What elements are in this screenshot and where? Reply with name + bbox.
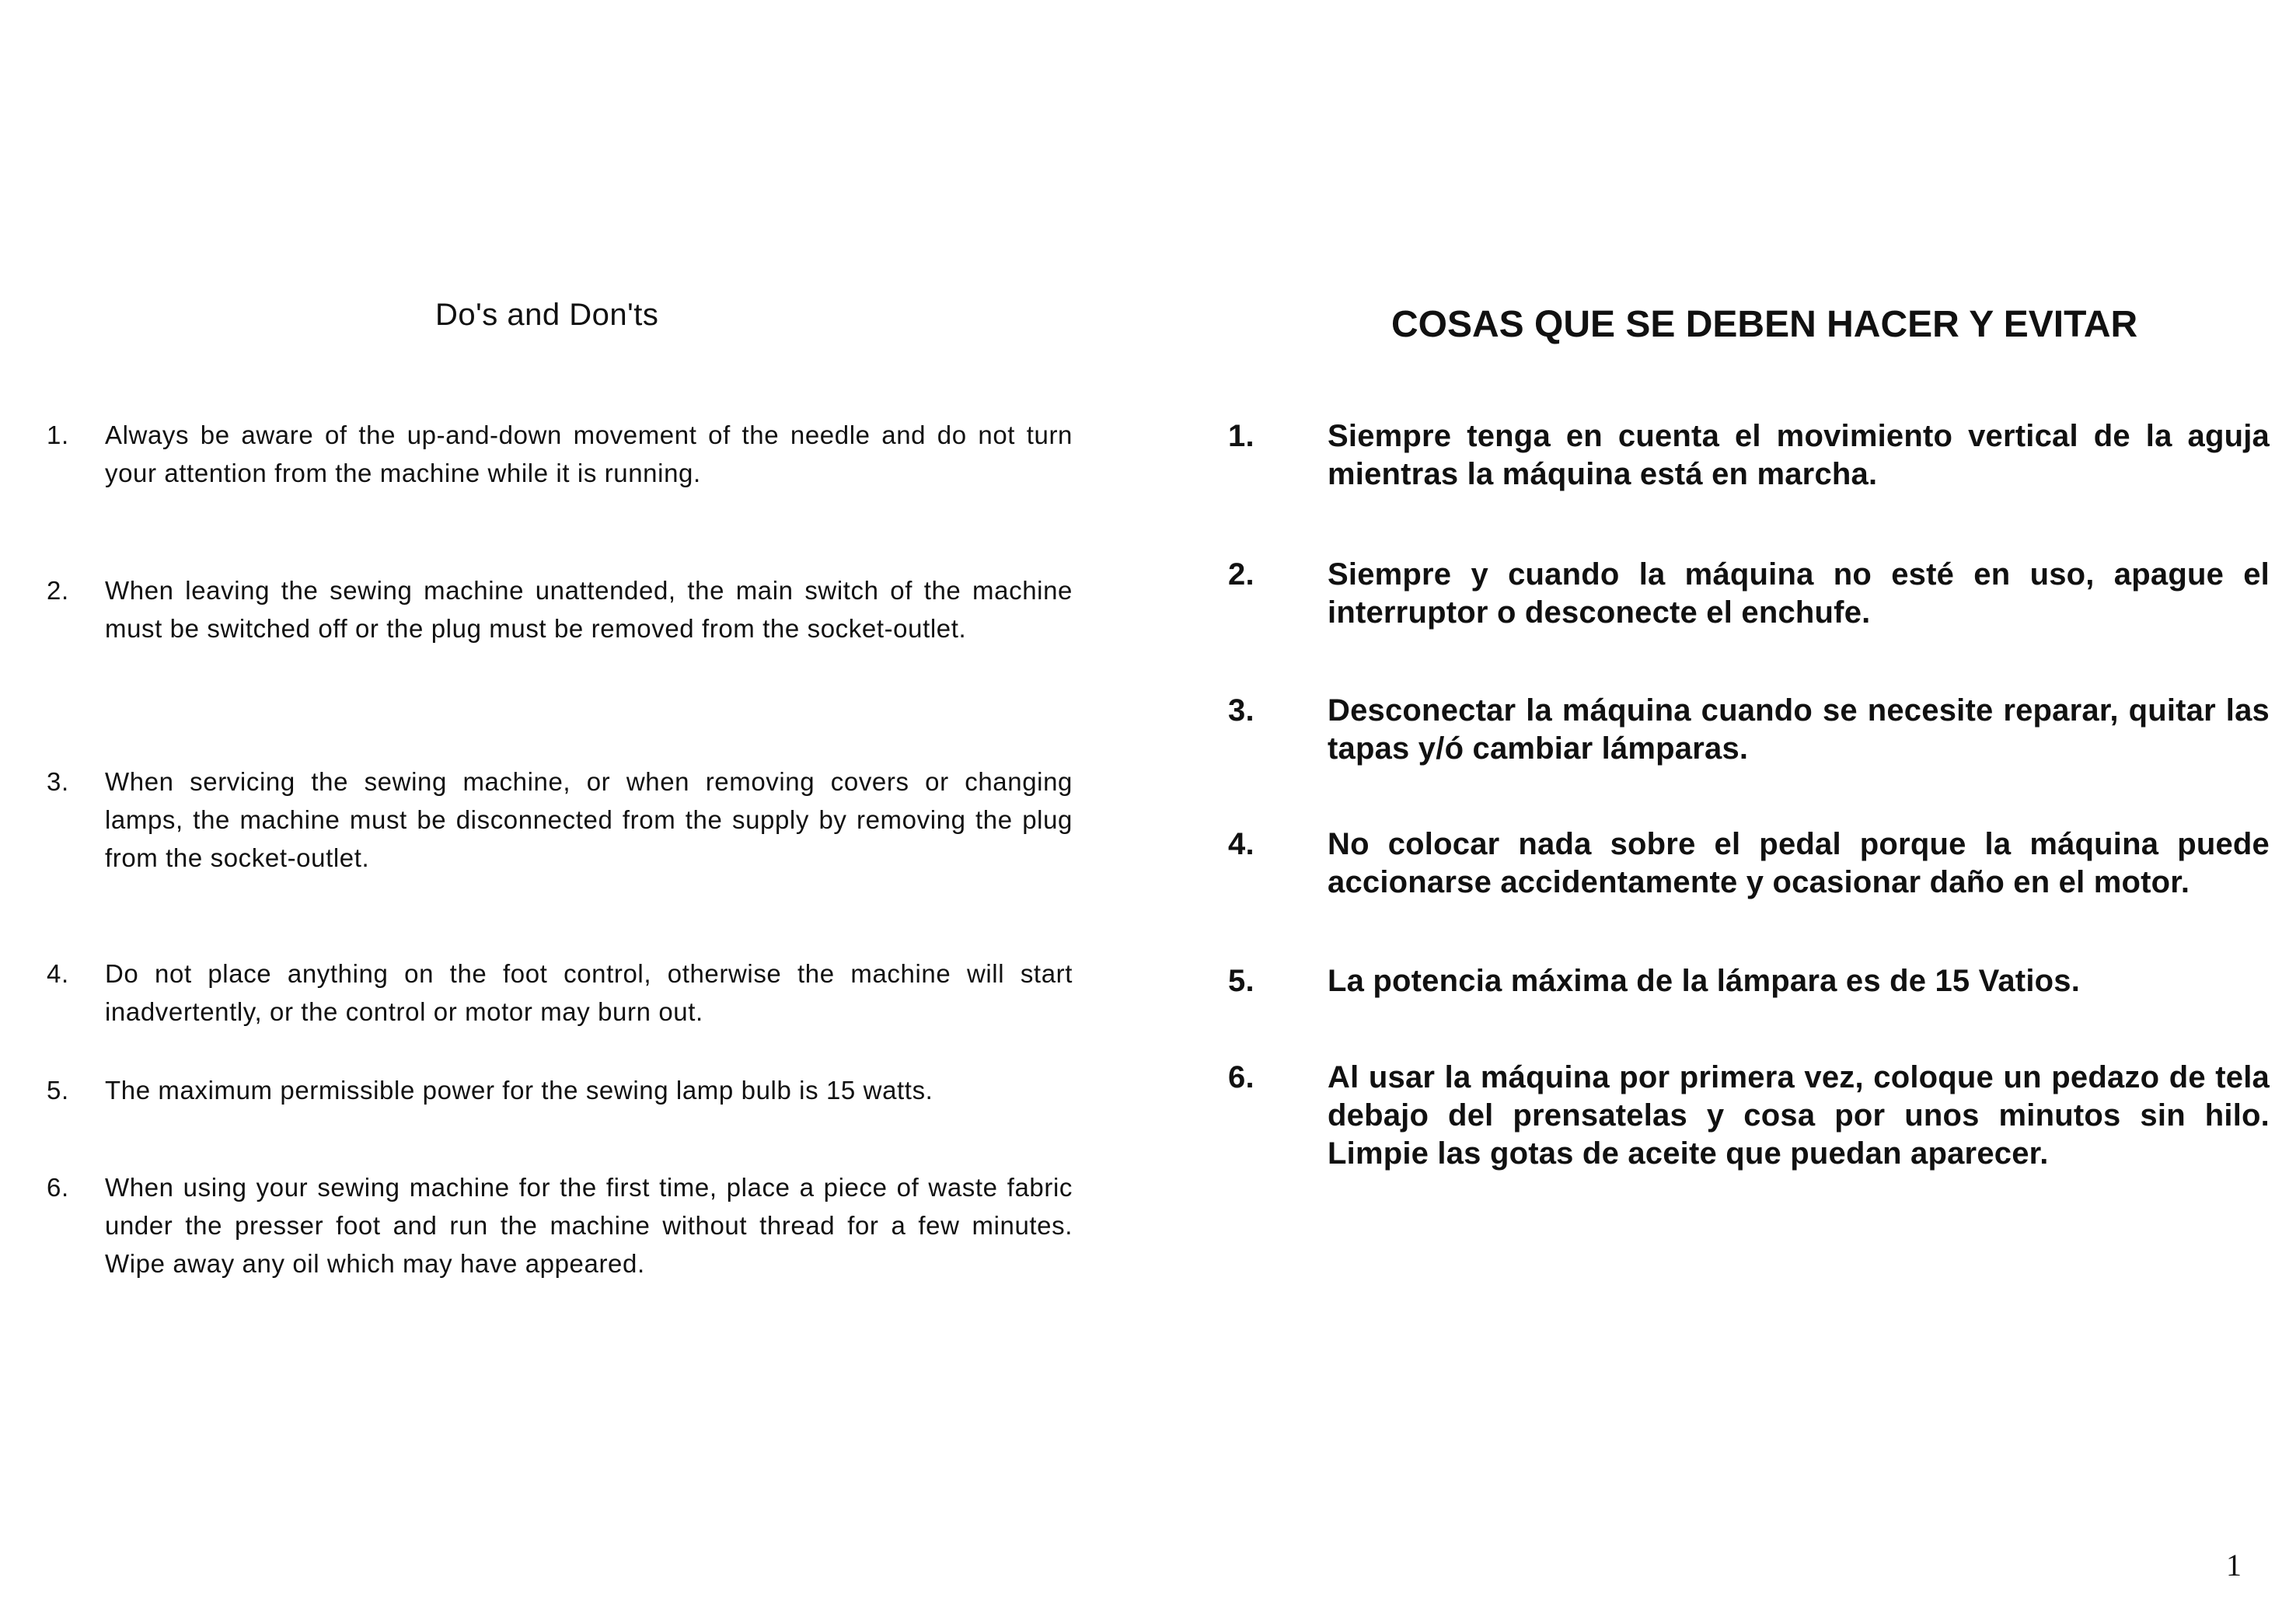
spanish-item-1	[1228, 417, 2270, 494]
spanish-item-3	[1228, 692, 2270, 768]
item-text: Desconectar la máquina cuando se necesite reparar, quitar las tapas y/ó cambiar lámparas.	[1328, 693, 2270, 766]
item-number: 2.	[1228, 557, 1254, 592]
item-number: 1.	[1228, 419, 1254, 453]
spanish-item-2	[1228, 556, 2270, 632]
item-number: 3.	[47, 767, 69, 796]
item-number: 4.	[1228, 827, 1254, 861]
page-number: 1	[2226, 1548, 2242, 1583]
item-number: 1.	[47, 421, 69, 449]
item-text: The maximum permissible power for the sewing lamp bulb is 15 watts.	[105, 1076, 933, 1105]
english-item-2	[47, 571, 1073, 647]
item-number: 5.	[47, 1076, 69, 1105]
item-text: Siempre tenga en cuenta el movimiento vertical de la aguja mientras la máquina está en marcha.	[1328, 419, 2270, 491]
english-item-6	[47, 1168, 1073, 1283]
spanish-item-4	[1228, 825, 2270, 902]
item-text: La potencia máxima de la lámpara es de 15 Vatios.	[1328, 964, 2081, 998]
english-item-4	[47, 955, 1073, 1031]
english-item-1	[47, 416, 1073, 492]
item-text: No colocar nada sobre el pedal porque la máquina puede accionarse accidentamente y ocasionar daño en el motor.	[1328, 827, 2270, 899]
item-text: Al usar la máquina por primera vez, coloque un pedazo de tela debajo del prensatelas y cosa por unos minutos sin hilo. Limpie las gotas de aceite que puedan aparecer.	[1328, 1060, 2270, 1171]
item-number: 6.	[47, 1173, 69, 1202]
item-text: When using your sewing machine for the first time, place a piece of waste fabric under the presser foot and run the machine without thread for a few minutes. Wipe away any oil which may have appeared.	[105, 1173, 1073, 1278]
spanish-title: COSAS QUE SE DEBEN HACER Y EVITAR	[1391, 304, 2138, 345]
item-number: 2.	[47, 576, 69, 605]
item-text: Always be aware of the up-and-down movement of the needle and do not turn your attention from the machine while it is running.	[105, 421, 1073, 487]
item-text: When leaving the sewing machine unattended, the main switch of the machine must be switched off or the plug must be removed from the socket-outlet.	[105, 576, 1073, 643]
item-number: 6.	[1228, 1060, 1254, 1094]
item-text: Siempre y cuando la máquina no esté en uso, apague el interruptor o desconecte el enchufe.	[1328, 557, 2270, 630]
item-number: 5.	[1228, 964, 1254, 998]
spanish-item-6	[1228, 1059, 2270, 1173]
english-item-3	[47, 763, 1073, 877]
item-number: 3.	[1228, 693, 1254, 728]
item-text: When servicing the sewing machine, or when removing covers or changing lamps, the machine must be disconnected from the supply by removing the plug from the socket-outlet.	[105, 767, 1073, 872]
item-text: Do not place anything on the foot control, otherwise the machine will start inadvertently, or the control or motor may burn out.	[105, 959, 1073, 1026]
spanish-item-5	[1228, 962, 2270, 1000]
item-number: 4.	[47, 959, 69, 988]
english-title: Do's and Don'ts	[435, 298, 659, 332]
english-item-5	[47, 1071, 1073, 1109]
